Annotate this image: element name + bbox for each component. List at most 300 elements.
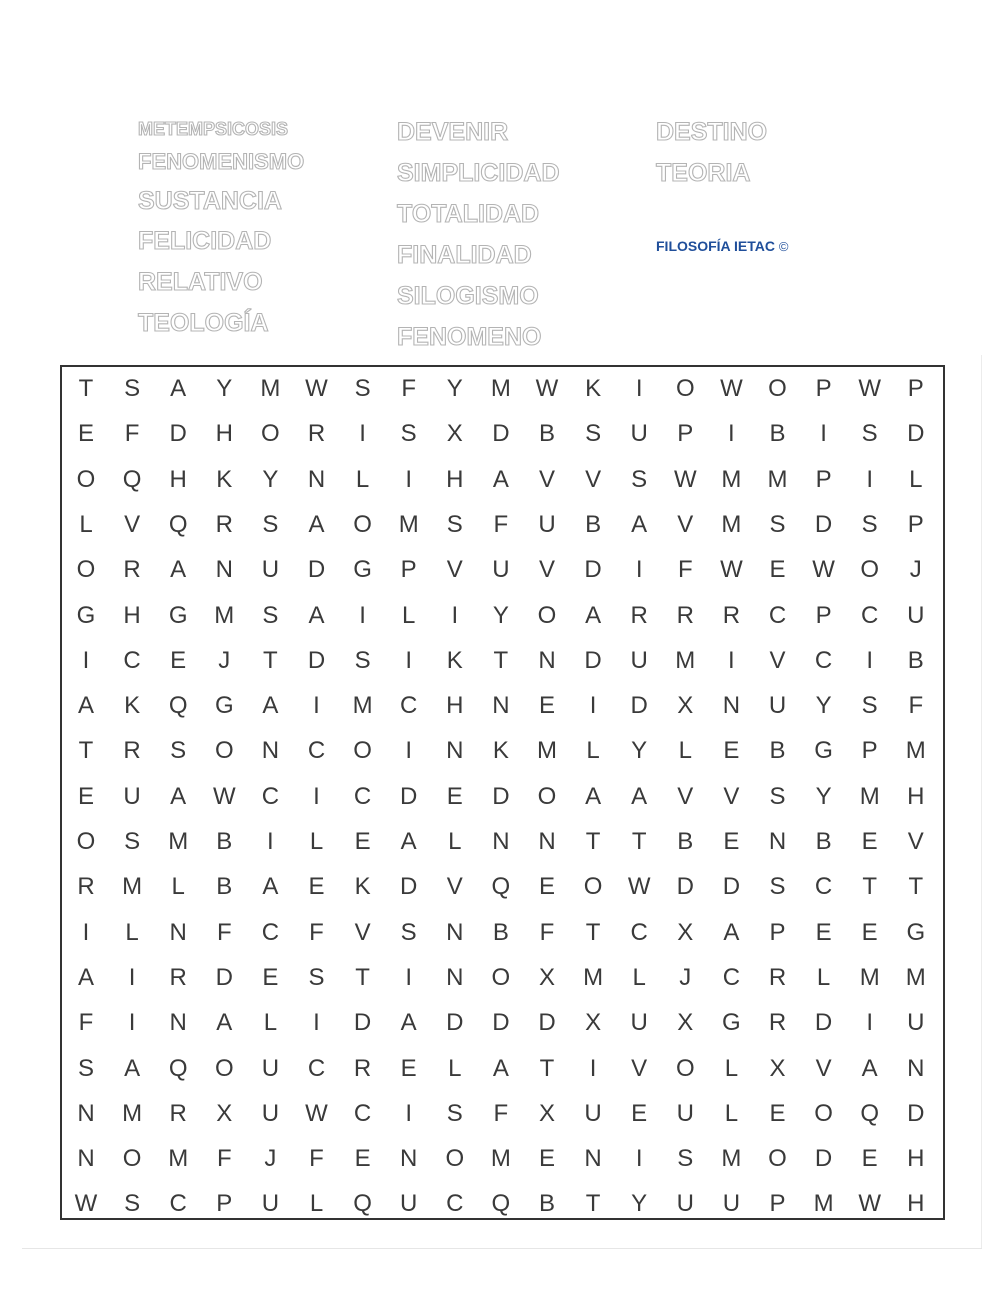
grid-cell[interactable]: S — [308, 963, 325, 991]
grid-cell[interactable]: B — [216, 828, 233, 855]
grid-cell[interactable]: T — [585, 1190, 601, 1218]
grid-cell[interactable]: H — [907, 782, 925, 810]
grid-cell[interactable]: F — [677, 556, 693, 584]
grid-cell[interactable]: W — [812, 556, 835, 584]
grid-cell[interactable]: M — [122, 1099, 143, 1127]
grid-cell[interactable]: V — [538, 556, 555, 584]
grid-cell[interactable]: D — [400, 873, 418, 901]
grid-cell[interactable]: N — [768, 828, 787, 855]
grid-cell[interactable]: O — [445, 1145, 465, 1173]
grid-cell[interactable]: M — [905, 737, 926, 765]
grid-cell[interactable]: E — [400, 1054, 417, 1082]
grid-cell[interactable]: B — [216, 873, 233, 901]
grid-cell[interactable]: E — [170, 646, 187, 674]
grid-cell[interactable]: T — [493, 646, 509, 674]
grid-cell[interactable]: L — [79, 510, 93, 538]
grid-cell[interactable]: E — [769, 1099, 786, 1127]
grid-cell[interactable]: U — [630, 420, 648, 448]
grid-cell[interactable]: M — [859, 963, 880, 991]
grid-cell[interactable]: K — [216, 465, 233, 493]
grid-cell[interactable]: E — [538, 873, 555, 901]
grid-cell[interactable]: Q — [491, 1190, 511, 1218]
grid-cell[interactable]: A — [861, 1054, 878, 1082]
grid-cell[interactable]: S — [170, 737, 187, 765]
grid-cell[interactable]: H — [169, 465, 187, 493]
grid-cell[interactable]: A — [216, 1009, 233, 1037]
grid-cell[interactable]: C — [307, 737, 326, 765]
grid-cell[interactable]: I — [313, 692, 320, 720]
grid-cell[interactable]: V — [354, 918, 371, 946]
grid-cell[interactable]: P — [907, 375, 924, 402]
grid-cell[interactable]: F — [309, 1145, 324, 1173]
grid-cell[interactable]: U — [907, 601, 925, 629]
grid-cell[interactable]: W — [858, 1190, 882, 1218]
grid-cell[interactable]: A — [170, 782, 187, 810]
grid-cell[interactable]: I — [728, 646, 735, 674]
grid-cell[interactable]: F — [309, 918, 324, 946]
grid-cell[interactable]: T — [631, 828, 647, 855]
grid-cell[interactable]: W — [720, 556, 743, 584]
grid-cell[interactable]: K — [492, 737, 509, 765]
grid-cell[interactable]: G — [168, 601, 188, 629]
grid-cell[interactable]: S — [631, 465, 648, 493]
grid-cell[interactable]: U — [261, 1190, 280, 1218]
grid-cell[interactable]: L — [402, 601, 416, 629]
grid-cell[interactable]: O — [353, 737, 372, 765]
grid-cell[interactable]: V — [723, 782, 740, 810]
grid-cell[interactable]: P — [861, 737, 878, 765]
grid-cell[interactable]: N — [492, 828, 510, 855]
grid-cell[interactable]: Q — [168, 510, 188, 538]
grid-cell[interactable]: S — [354, 646, 371, 674]
grid-cell[interactable]: L — [816, 963, 831, 991]
grid-cell[interactable]: J — [264, 1145, 277, 1173]
grid-cell[interactable]: M — [490, 375, 511, 402]
grid-cell[interactable]: L — [355, 465, 370, 493]
grid-cell[interactable]: X — [446, 420, 463, 448]
grid-cell[interactable]: C — [261, 918, 280, 946]
grid-cell[interactable]: E — [861, 828, 878, 855]
grid-cell[interactable]: P — [400, 556, 417, 584]
grid-cell[interactable]: I — [359, 601, 366, 629]
grid-cell[interactable]: I — [82, 918, 90, 946]
grid-cell[interactable]: I — [405, 737, 413, 765]
grid-cell[interactable]: T — [585, 918, 601, 946]
grid-cell[interactable]: E — [723, 828, 740, 855]
grid-cell[interactable]: K — [446, 646, 463, 674]
grid-cell[interactable]: L — [125, 918, 139, 946]
grid-cell[interactable]: U — [261, 1054, 280, 1082]
grid-cell[interactable]: C — [814, 646, 833, 674]
grid-cell[interactable]: S — [677, 1145, 694, 1173]
grid-cell[interactable]: A — [308, 510, 325, 538]
grid-cell[interactable]: L — [724, 1054, 739, 1082]
grid-cell[interactable]: V — [124, 510, 141, 538]
grid-cell[interactable]: I — [359, 420, 366, 448]
grid-cell[interactable]: L — [448, 828, 462, 855]
grid-cell[interactable]: S — [769, 782, 786, 810]
grid-cell[interactable]: M — [859, 782, 880, 810]
grid-cell[interactable]: G — [76, 601, 96, 629]
grid-cell[interactable]: C — [630, 918, 648, 946]
grid-cell[interactable]: H — [907, 1145, 925, 1173]
grid-cell[interactable]: A — [400, 828, 417, 855]
grid-cell[interactable]: N — [215, 556, 233, 584]
grid-cell[interactable]: V — [769, 646, 786, 674]
grid-cell[interactable]: N — [492, 692, 510, 720]
grid-cell[interactable]: Y — [492, 601, 509, 629]
grid-cell[interactable]: V — [677, 782, 694, 810]
grid-cell[interactable]: I — [820, 420, 827, 448]
grid-cell[interactable]: N — [446, 737, 464, 765]
grid-cell[interactable]: M — [398, 510, 419, 538]
grid-cell[interactable]: V — [446, 873, 463, 901]
grid-cell[interactable]: R — [768, 1009, 787, 1037]
grid-cell[interactable]: L — [632, 963, 646, 991]
grid-cell[interactable]: I — [866, 465, 874, 493]
grid-cell[interactable]: B — [585, 510, 602, 538]
grid-cell[interactable]: F — [908, 692, 924, 720]
grid-cell[interactable]: N — [261, 737, 280, 765]
grid-cell[interactable]: T — [862, 873, 878, 901]
grid-cell[interactable]: C — [722, 963, 741, 991]
grid-cell[interactable]: O — [491, 963, 511, 991]
grid-cell[interactable]: A — [492, 1054, 509, 1082]
grid-cell[interactable]: V — [538, 465, 555, 493]
grid-cell[interactable]: S — [124, 375, 141, 402]
grid-cell[interactable]: U — [630, 1009, 648, 1037]
grid-cell[interactable]: A — [124, 1054, 141, 1082]
grid-cell[interactable]: D — [907, 420, 925, 448]
grid-cell[interactable]: T — [908, 873, 924, 901]
grid-cell[interactable]: I — [82, 646, 90, 674]
grid-cell[interactable]: A — [170, 375, 187, 402]
grid-cell[interactable]: H — [907, 1190, 925, 1218]
grid-cell[interactable]: O — [76, 828, 96, 855]
grid-cell[interactable]: F — [401, 375, 417, 402]
grid-cell[interactable]: A — [308, 601, 325, 629]
grid-cell[interactable]: N — [307, 465, 326, 493]
grid-cell[interactable]: Y — [631, 1190, 648, 1218]
grid-cell[interactable]: S — [124, 828, 141, 855]
grid-cell[interactable]: S — [124, 1190, 141, 1218]
grid-cell[interactable]: O — [122, 1145, 142, 1173]
grid-cell[interactable]: W — [858, 375, 882, 402]
grid-cell[interactable]: I — [313, 782, 320, 810]
grid-cell[interactable]: M — [352, 692, 373, 720]
grid-cell[interactable]: R — [768, 963, 787, 991]
grid-cell[interactable]: O — [860, 556, 880, 584]
grid-cell[interactable]: S — [861, 692, 878, 720]
grid-cell[interactable]: E — [354, 828, 371, 855]
grid-cell[interactable]: S — [769, 510, 786, 538]
grid-cell[interactable]: D — [169, 420, 187, 448]
grid-cell[interactable]: C — [307, 1054, 326, 1082]
grid-cell[interactable]: U — [722, 1190, 741, 1218]
grid-cell[interactable]: S — [446, 1099, 463, 1127]
grid-cell[interactable]: S — [400, 420, 417, 448]
grid-cell[interactable]: W — [212, 782, 236, 810]
grid-cell[interactable]: J — [909, 556, 922, 584]
grid-cell[interactable]: B — [815, 828, 832, 855]
grid-cell[interactable]: L — [448, 1054, 462, 1082]
grid-cell[interactable]: M — [767, 465, 788, 493]
grid-cell[interactable]: E — [77, 420, 94, 448]
grid-cell[interactable]: L — [678, 737, 692, 765]
grid-cell[interactable]: I — [451, 601, 459, 629]
grid-cell[interactable]: C — [261, 782, 280, 810]
grid-cell[interactable]: A — [723, 918, 740, 946]
grid-cell[interactable]: D — [307, 556, 326, 584]
grid-cell[interactable]: Q — [122, 465, 142, 493]
grid-cell[interactable]: I — [128, 1009, 136, 1037]
grid-cell[interactable]: C — [400, 692, 418, 720]
grid-cell[interactable]: W — [535, 375, 559, 402]
grid-cell[interactable]: U — [492, 556, 510, 584]
grid-cell[interactable]: A — [400, 1009, 417, 1037]
grid-cell[interactable]: R — [123, 737, 141, 765]
grid-cell[interactable]: I — [405, 963, 413, 991]
grid-cell[interactable]: A — [170, 556, 187, 584]
grid-cell[interactable]: T — [263, 646, 278, 674]
grid-cell[interactable]: D — [907, 1099, 925, 1127]
grid-cell[interactable]: M — [721, 465, 742, 493]
grid-cell[interactable]: G — [214, 692, 234, 720]
grid-cell[interactable]: C — [123, 646, 141, 674]
grid-cell[interactable]: B — [538, 1190, 555, 1218]
grid-cell[interactable]: D — [400, 782, 418, 810]
grid-cell[interactable]: N — [538, 828, 556, 855]
grid-cell[interactable]: B — [769, 420, 786, 448]
grid-cell[interactable]: C — [446, 1190, 464, 1218]
grid-cell[interactable]: U — [630, 646, 648, 674]
grid-cell[interactable]: R — [630, 601, 648, 629]
grid-cell[interactable]: A — [585, 782, 602, 810]
grid-cell[interactable]: S — [585, 420, 602, 448]
grid-cell[interactable]: L — [909, 465, 923, 493]
grid-cell[interactable]: D — [584, 556, 602, 584]
grid-cell[interactable]: S — [446, 510, 463, 538]
grid-cell[interactable]: O — [675, 1054, 695, 1082]
grid-cell[interactable]: O — [214, 737, 234, 765]
grid-cell[interactable]: R — [307, 420, 326, 448]
grid-cell[interactable]: P — [815, 375, 832, 402]
grid-cell[interactable]: G — [722, 1009, 741, 1037]
grid-cell[interactable]: E — [861, 918, 878, 946]
grid-cell[interactable]: H — [446, 692, 464, 720]
grid-cell[interactable]: U — [584, 1099, 602, 1127]
grid-cell[interactable]: N — [584, 1145, 602, 1173]
grid-cell[interactable]: F — [493, 1099, 509, 1127]
grid-cell[interactable]: W — [305, 1099, 328, 1127]
grid-cell[interactable]: E — [723, 737, 740, 765]
grid-cell[interactable]: Q — [168, 692, 188, 720]
grid-cell[interactable]: A — [492, 465, 509, 493]
grid-cell[interactable]: S — [262, 510, 279, 538]
grid-cell[interactable]: C — [768, 601, 787, 629]
grid-cell[interactable]: J — [679, 963, 692, 991]
grid-cell[interactable]: G — [906, 918, 926, 946]
grid-cell[interactable]: M — [490, 1145, 511, 1173]
grid-cell[interactable]: E — [538, 1145, 555, 1173]
grid-cell[interactable]: O — [537, 601, 557, 629]
grid-cell[interactable]: X — [769, 1054, 786, 1082]
grid-cell[interactable]: E — [308, 873, 325, 901]
grid-cell[interactable]: P — [769, 918, 786, 946]
grid-cell[interactable]: A — [585, 601, 602, 629]
grid-cell[interactable]: E — [538, 692, 555, 720]
grid-cell[interactable]: R — [353, 1054, 372, 1082]
grid-cell[interactable]: D — [722, 873, 741, 901]
grid-cell[interactable]: D — [676, 873, 694, 901]
grid-cell[interactable]: P — [769, 1190, 786, 1218]
grid-cell[interactable]: N — [169, 918, 187, 946]
grid-cell[interactable]: R — [722, 601, 741, 629]
grid-cell[interactable]: U — [676, 1190, 694, 1218]
grid-cell[interactable]: N — [77, 1145, 95, 1173]
grid-cell[interactable]: E — [861, 1145, 878, 1173]
grid-cell[interactable]: J — [218, 646, 231, 674]
grid-cell[interactable]: V — [677, 510, 694, 538]
grid-cell[interactable]: S — [769, 873, 786, 901]
grid-cell[interactable]: G — [353, 556, 372, 584]
grid-cell[interactable]: U — [261, 556, 280, 584]
grid-cell[interactable]: Y — [216, 375, 233, 402]
grid-cell[interactable]: X — [677, 692, 694, 720]
grid-cell[interactable]: I — [635, 375, 643, 402]
grid-cell[interactable]: D — [492, 420, 510, 448]
grid-cell[interactable]: N — [538, 646, 556, 674]
grid-cell[interactable]: L — [586, 737, 600, 765]
grid-cell[interactable]: B — [677, 828, 694, 855]
grid-cell[interactable]: T — [78, 737, 94, 765]
grid-cell[interactable]: C — [353, 782, 372, 810]
grid-cell[interactable]: L — [309, 1190, 324, 1218]
grid-cell[interactable]: E — [77, 782, 94, 810]
grid-cell[interactable]: M — [537, 737, 557, 765]
grid-cell[interactable]: T — [539, 1054, 555, 1082]
grid-cell[interactable]: T — [585, 828, 601, 855]
grid-cell[interactable]: P — [815, 465, 832, 493]
grid-cell[interactable]: H — [215, 420, 233, 448]
grid-cell[interactable]: E — [262, 963, 279, 991]
grid-cell[interactable]: S — [262, 601, 279, 629]
grid-cell[interactable]: I — [728, 420, 735, 448]
grid-cell[interactable]: A — [631, 782, 648, 810]
grid-cell[interactable]: X — [677, 918, 694, 946]
grid-cell[interactable]: K — [124, 692, 141, 720]
grid-cell[interactable]: E — [815, 918, 832, 946]
grid-cell[interactable]: M — [214, 601, 235, 629]
grid-cell[interactable]: O — [353, 510, 372, 538]
grid-cell[interactable]: V — [585, 465, 602, 493]
grid-cell[interactable]: A — [77, 963, 94, 991]
grid-cell[interactable]: S — [400, 918, 417, 946]
grid-cell[interactable]: D — [814, 510, 833, 538]
grid-cell[interactable]: W — [74, 1190, 98, 1218]
grid-cell[interactable]: O — [768, 375, 787, 402]
grid-cell[interactable]: L — [171, 873, 185, 901]
grid-cell[interactable]: A — [77, 692, 94, 720]
grid-cell[interactable]: V — [446, 556, 463, 584]
grid-cell[interactable]: M — [721, 510, 742, 538]
grid-cell[interactable]: Y — [815, 692, 832, 720]
grid-cell[interactable]: R — [169, 1099, 187, 1127]
grid-cell[interactable]: K — [585, 375, 602, 402]
grid-cell[interactable]: A — [631, 510, 648, 538]
grid-cell[interactable]: D — [446, 1009, 464, 1037]
grid-cell[interactable]: N — [446, 918, 464, 946]
grid-cell[interactable]: M — [675, 646, 696, 674]
grid-cell[interactable]: W — [673, 465, 697, 493]
grid-cell[interactable]: F — [539, 918, 555, 946]
grid-cell[interactable]: S — [354, 375, 371, 402]
grid-cell[interactable]: Q — [353, 1190, 372, 1218]
grid-cell[interactable]: E — [631, 1099, 648, 1127]
grid-cell[interactable]: T — [78, 375, 94, 402]
grid-cell[interactable]: X — [216, 1099, 233, 1127]
grid-cell[interactable]: T — [355, 963, 370, 991]
grid-cell[interactable]: I — [405, 1099, 413, 1127]
grid-cell[interactable]: D — [538, 1009, 556, 1037]
grid-cell[interactable]: S — [861, 420, 878, 448]
grid-cell[interactable]: N — [169, 1009, 187, 1037]
grid-cell[interactable]: D — [492, 1009, 510, 1037]
grid-cell[interactable]: M — [813, 1190, 834, 1218]
grid-cell[interactable]: R — [123, 556, 141, 584]
grid-cell[interactable]: H — [446, 465, 464, 493]
grid-cell[interactable]: Q — [491, 873, 511, 901]
grid-cell[interactable]: U — [907, 1009, 925, 1037]
grid-cell[interactable]: P — [677, 420, 694, 448]
grid-cell[interactable]: Y — [631, 737, 648, 765]
grid-cell[interactable]: S — [77, 1054, 94, 1082]
grid-cell[interactable]: M — [122, 873, 143, 901]
grid-cell[interactable]: O — [675, 375, 695, 402]
grid-cell[interactable]: Y — [815, 782, 832, 810]
grid-cell[interactable]: D — [814, 1145, 833, 1173]
grid-cell[interactable]: C — [861, 601, 879, 629]
grid-cell[interactable]: Q — [168, 1054, 188, 1082]
grid-cell[interactable]: M — [721, 1145, 742, 1173]
grid-cell[interactable]: R — [169, 963, 187, 991]
grid-cell[interactable]: M — [905, 963, 926, 991]
grid-cell[interactable]: M — [168, 828, 189, 855]
grid-cell[interactable]: D — [215, 963, 233, 991]
grid-cell[interactable]: P — [216, 1190, 233, 1218]
grid-cell[interactable]: L — [309, 828, 324, 855]
grid-cell[interactable]: I — [405, 646, 413, 674]
grid-cell[interactable]: R — [676, 601, 694, 629]
grid-cell[interactable]: Y — [446, 375, 463, 402]
grid-cell[interactable]: M — [260, 375, 281, 402]
grid-cell[interactable]: D — [353, 1009, 372, 1037]
grid-cell[interactable]: F — [216, 1145, 232, 1173]
grid-cell[interactable]: F — [493, 510, 509, 538]
grid-cell[interactable]: Q — [860, 1099, 880, 1127]
grid-cell[interactable]: V — [907, 828, 924, 855]
grid-cell[interactable]: X — [677, 1009, 694, 1037]
grid-cell[interactable]: A — [262, 692, 279, 720]
grid-cell[interactable]: I — [866, 1009, 874, 1037]
grid-cell[interactable]: K — [354, 873, 371, 901]
grid-cell[interactable]: W — [305, 375, 328, 402]
grid-cell[interactable]: I — [405, 465, 413, 493]
grid-cell[interactable]: X — [538, 963, 555, 991]
grid-cell[interactable]: I — [267, 828, 274, 855]
grid-cell[interactable]: F — [78, 1009, 94, 1037]
grid-cell[interactable]: S — [861, 510, 878, 538]
